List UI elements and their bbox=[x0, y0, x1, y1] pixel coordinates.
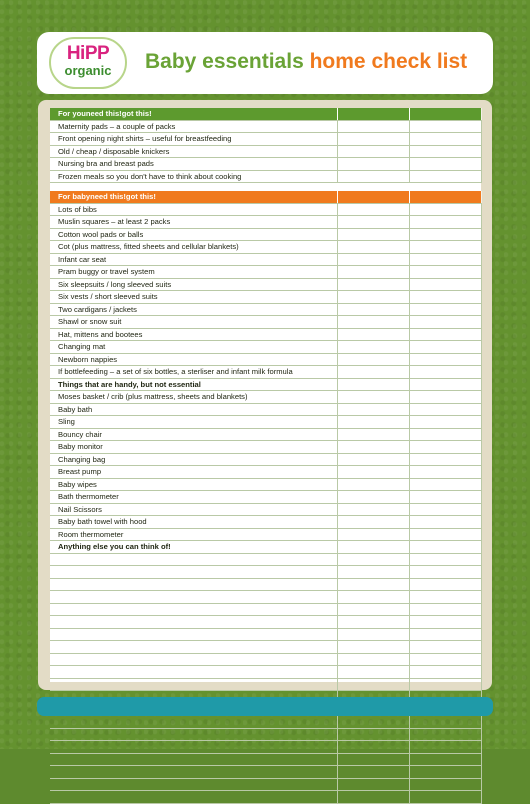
checklist-row bbox=[50, 766, 481, 779]
need-this-checkbox[interactable] bbox=[337, 328, 409, 341]
need-this-checkbox[interactable] bbox=[337, 353, 409, 366]
got-this-checkbox[interactable] bbox=[409, 603, 481, 616]
header-panel bbox=[37, 32, 493, 94]
need-this-checkbox[interactable] bbox=[337, 528, 409, 541]
section-heading-row bbox=[50, 108, 481, 120]
got-this-checkbox[interactable] bbox=[409, 503, 481, 516]
got-this-checkbox[interactable] bbox=[409, 616, 481, 629]
need-this-checkbox[interactable] bbox=[337, 753, 409, 766]
need-column-cell bbox=[337, 378, 409, 391]
need-this-checkbox[interactable] bbox=[337, 133, 409, 146]
got-this-checkbox[interactable] bbox=[409, 241, 481, 254]
checklist-row bbox=[50, 145, 481, 158]
need-this-checkbox[interactable] bbox=[337, 603, 409, 616]
checklist-row bbox=[50, 170, 481, 183]
section-heading: Things that are handy, but not essential bbox=[50, 378, 337, 391]
got-this-checkbox[interactable] bbox=[409, 653, 481, 666]
checklist-row bbox=[50, 158, 481, 171]
checklist-item-label: Bath thermometer bbox=[50, 491, 337, 504]
need-this-checkbox[interactable] bbox=[337, 503, 409, 516]
need-this-checkbox[interactable] bbox=[337, 241, 409, 254]
need-this-checkbox[interactable] bbox=[337, 303, 409, 316]
section-heading-row bbox=[50, 191, 481, 203]
checklist-row bbox=[50, 328, 481, 341]
got-this-checkbox[interactable] bbox=[409, 641, 481, 654]
checklist-row bbox=[50, 553, 481, 566]
checklist-item-label: Infant car seat bbox=[50, 253, 337, 266]
checklist-item-label: Baby monitor bbox=[50, 441, 337, 454]
checklist-item-label: Cotton wool pads or balls bbox=[50, 228, 337, 241]
got-this-checkbox[interactable] bbox=[409, 133, 481, 146]
need-this-checkbox[interactable] bbox=[337, 266, 409, 279]
checklist-item-label[interactable] bbox=[50, 778, 337, 791]
checklist-item-label[interactable] bbox=[50, 753, 337, 766]
got-this-checkbox[interactable] bbox=[409, 766, 481, 779]
got-this-checkbox[interactable] bbox=[409, 741, 481, 754]
section-heading: Anything else you can think of! bbox=[50, 541, 337, 554]
need-this-checkbox[interactable] bbox=[337, 278, 409, 291]
checklist-row bbox=[50, 503, 481, 516]
checklist-row bbox=[50, 666, 481, 679]
checklist-row bbox=[50, 478, 481, 491]
checklist-item-label: Hat, mittens and bootees bbox=[50, 328, 337, 341]
need-this-checkbox[interactable] bbox=[337, 728, 409, 741]
got-this-checkbox[interactable] bbox=[409, 791, 481, 804]
checklist-row bbox=[50, 466, 481, 479]
checklist-item-label[interactable] bbox=[50, 603, 337, 616]
got-this-checkbox[interactable] bbox=[409, 778, 481, 791]
logo-hipp-text: HiPP bbox=[66, 43, 110, 64]
checklist-row bbox=[50, 653, 481, 666]
got-this-checkbox[interactable] bbox=[409, 403, 481, 416]
checklist-row bbox=[50, 133, 481, 146]
need-this-checkbox[interactable] bbox=[337, 453, 409, 466]
need-this-checkbox[interactable] bbox=[337, 616, 409, 629]
need-this-checkbox[interactable] bbox=[337, 366, 409, 379]
need-this-checkbox[interactable] bbox=[337, 466, 409, 479]
need-this-checkbox[interactable] bbox=[337, 228, 409, 241]
got-this-checkbox[interactable] bbox=[409, 478, 481, 491]
logo-organic-text: organic bbox=[64, 63, 112, 78]
checklist-item-label: Front opening night shirts – useful for breastfeeding bbox=[50, 133, 337, 146]
checklist-row bbox=[50, 391, 481, 404]
checklist-row bbox=[50, 428, 481, 441]
checklist-item-label[interactable] bbox=[50, 741, 337, 754]
section-heading: For youneed this!got this! bbox=[50, 108, 337, 120]
checklist-row bbox=[50, 253, 481, 266]
checklist-item-label[interactable] bbox=[50, 791, 337, 804]
checklist-row bbox=[50, 491, 481, 504]
checklist-item-label: Lots of bibs bbox=[50, 203, 337, 216]
got-this-checkbox[interactable] bbox=[409, 316, 481, 329]
need-this-checkbox[interactable] bbox=[337, 216, 409, 229]
checklist-item-label: Room thermometer bbox=[50, 528, 337, 541]
got-this-checkbox[interactable] bbox=[409, 428, 481, 441]
checklist-row bbox=[50, 716, 481, 729]
need-this-checkbox[interactable] bbox=[337, 741, 409, 754]
checklist-item-label[interactable] bbox=[50, 566, 337, 579]
need-this-checkbox[interactable] bbox=[337, 578, 409, 591]
got-this-checkbox[interactable] bbox=[409, 416, 481, 429]
checklist-item-label[interactable] bbox=[50, 766, 337, 779]
checklist-item-label[interactable] bbox=[50, 553, 337, 566]
checklist-row bbox=[50, 728, 481, 741]
checklist-row bbox=[50, 628, 481, 641]
checklist-row bbox=[50, 453, 481, 466]
checklist-item-label[interactable] bbox=[50, 628, 337, 641]
checklist-row bbox=[50, 341, 481, 354]
checklist-item-label[interactable] bbox=[50, 641, 337, 654]
checklist-row bbox=[50, 216, 481, 229]
checklist-row bbox=[50, 566, 481, 579]
checklist-item-label[interactable] bbox=[50, 678, 337, 691]
got-this-checkbox[interactable] bbox=[409, 303, 481, 316]
need-this-checkbox[interactable] bbox=[337, 428, 409, 441]
got-column-cell bbox=[409, 108, 481, 120]
checklist-row bbox=[50, 353, 481, 366]
need-this-checkbox[interactable] bbox=[337, 416, 409, 429]
checklist-item-label: Sling bbox=[50, 416, 337, 429]
need-this-checkbox[interactable] bbox=[337, 120, 409, 133]
checklist-item-label: Frozen meals so you don't have to think about cooking bbox=[50, 170, 337, 183]
checklist-row bbox=[50, 203, 481, 216]
need-this-checkbox[interactable] bbox=[337, 791, 409, 804]
got-this-checkbox[interactable] bbox=[409, 203, 481, 216]
checklist-row bbox=[50, 291, 481, 304]
checklist-row bbox=[50, 641, 481, 654]
footer-bar bbox=[37, 697, 493, 716]
checklist-item-label: Maternity pads – a couple of packs bbox=[50, 120, 337, 133]
need-this-checkbox[interactable] bbox=[337, 203, 409, 216]
checklist-item-label: Breast pump bbox=[50, 466, 337, 479]
got-this-checkbox[interactable] bbox=[409, 466, 481, 479]
need-this-checkbox[interactable] bbox=[337, 341, 409, 354]
checklist-item-label: Changing mat bbox=[50, 341, 337, 354]
got-column-cell bbox=[409, 541, 481, 554]
got-this-checkbox[interactable] bbox=[409, 716, 481, 729]
need-column-cell bbox=[337, 191, 409, 203]
got-this-checkbox[interactable] bbox=[409, 391, 481, 404]
checklist-item-label[interactable] bbox=[50, 728, 337, 741]
got-this-checkbox[interactable] bbox=[409, 491, 481, 504]
got-this-checkbox[interactable] bbox=[409, 666, 481, 679]
checklist-row bbox=[50, 578, 481, 591]
checklist-item-label: Bouncy chair bbox=[50, 428, 337, 441]
need-this-checkbox[interactable] bbox=[337, 441, 409, 454]
checklist-row bbox=[50, 303, 481, 316]
got-this-checkbox[interactable] bbox=[409, 516, 481, 529]
got-column-cell bbox=[409, 191, 481, 203]
need-this-checkbox[interactable] bbox=[337, 145, 409, 158]
checklist-item-label[interactable] bbox=[50, 616, 337, 629]
section-heading-row bbox=[50, 541, 481, 554]
checklist-item-label: Cot (plus mattress, fitted sheets and cellular blankets) bbox=[50, 241, 337, 254]
need-this-checkbox[interactable] bbox=[337, 253, 409, 266]
checklist-row bbox=[50, 591, 481, 604]
need-this-checkbox[interactable] bbox=[337, 478, 409, 491]
need-column-cell bbox=[337, 108, 409, 120]
checklist-row bbox=[50, 316, 481, 329]
need-this-checkbox[interactable] bbox=[337, 516, 409, 529]
checklist-item-label[interactable] bbox=[50, 666, 337, 679]
checklist-row bbox=[50, 791, 481, 804]
checklist-item-label[interactable] bbox=[50, 578, 337, 591]
need-this-checkbox[interactable] bbox=[337, 158, 409, 171]
checklist-item-label: Six sleepsuits / long sleeved suits bbox=[50, 278, 337, 291]
checklist-row bbox=[50, 228, 481, 241]
got-column-cell bbox=[409, 378, 481, 391]
checklist-item-label: Baby bath towel with hood bbox=[50, 516, 337, 529]
checklist-row bbox=[50, 603, 481, 616]
checklist-row bbox=[50, 441, 481, 454]
got-this-checkbox[interactable] bbox=[409, 453, 481, 466]
checklist-row bbox=[50, 416, 481, 429]
got-this-checkbox[interactable] bbox=[409, 728, 481, 741]
checklist-item-label[interactable] bbox=[50, 653, 337, 666]
got-this-checkbox[interactable] bbox=[409, 441, 481, 454]
need-this-checkbox[interactable] bbox=[337, 566, 409, 579]
checklist-item-label: Muslin squares – at least 2 packs bbox=[50, 216, 337, 229]
got-this-checkbox[interactable] bbox=[409, 170, 481, 183]
checklist-item-label: Nursing bra and breast pads bbox=[50, 158, 337, 171]
checklist-row bbox=[50, 516, 481, 529]
title-part-1: Baby essentials bbox=[145, 50, 304, 73]
need-column-cell bbox=[337, 541, 409, 554]
checklist-sheet bbox=[50, 108, 481, 682]
got-this-checkbox[interactable] bbox=[409, 278, 481, 291]
checklist-row bbox=[50, 778, 481, 791]
got-this-checkbox[interactable] bbox=[409, 228, 481, 241]
checklist-panel bbox=[38, 100, 492, 690]
need-this-checkbox[interactable] bbox=[337, 653, 409, 666]
need-this-checkbox[interactable] bbox=[337, 716, 409, 729]
got-this-checkbox[interactable] bbox=[409, 578, 481, 591]
checklist-item-label: Six vests / short sleeved suits bbox=[50, 291, 337, 304]
checklist-item-label: Two cardigans / jackets bbox=[50, 303, 337, 316]
got-this-checkbox[interactable] bbox=[409, 341, 481, 354]
checklist-item-label: Shawl or snow suit bbox=[50, 316, 337, 329]
checklist-row bbox=[50, 278, 481, 291]
got-this-checkbox[interactable] bbox=[409, 591, 481, 604]
checklist-item-label: Old / cheap / disposable knickers bbox=[50, 145, 337, 158]
got-this-checkbox[interactable] bbox=[409, 158, 481, 171]
checklist-row bbox=[50, 528, 481, 541]
got-this-checkbox[interactable] bbox=[409, 145, 481, 158]
got-this-checkbox[interactable] bbox=[409, 120, 481, 133]
section-heading: For babyneed this!got this! bbox=[50, 191, 337, 203]
section-spacer bbox=[50, 183, 481, 192]
got-this-checkbox[interactable] bbox=[409, 353, 481, 366]
checklist-item-label: Pram buggy or travel system bbox=[50, 266, 337, 279]
checklist-row bbox=[50, 753, 481, 766]
got-this-checkbox[interactable] bbox=[409, 216, 481, 229]
hipp-organic-logo bbox=[49, 37, 127, 89]
got-this-checkbox[interactable] bbox=[409, 328, 481, 341]
need-this-checkbox[interactable] bbox=[337, 778, 409, 791]
checklist-row bbox=[50, 266, 481, 279]
need-this-checkbox[interactable] bbox=[337, 641, 409, 654]
checklist-item-label: Nail Scissors bbox=[50, 503, 337, 516]
title-part-2: home check list bbox=[309, 50, 468, 73]
page-title bbox=[145, 50, 467, 74]
need-this-checkbox[interactable] bbox=[337, 666, 409, 679]
checklist-item-label: Baby wipes bbox=[50, 478, 337, 491]
checklist-item-label: Baby bath bbox=[50, 403, 337, 416]
checklist-row bbox=[50, 120, 481, 133]
got-this-checkbox[interactable] bbox=[409, 266, 481, 279]
need-this-checkbox[interactable] bbox=[337, 170, 409, 183]
need-this-checkbox[interactable] bbox=[337, 291, 409, 304]
got-this-checkbox[interactable] bbox=[409, 753, 481, 766]
checklist-row bbox=[50, 366, 481, 379]
checklist-item-label: Moses basket / crib (plus mattress, sheets and blankets) bbox=[50, 391, 337, 404]
checklist-item-label[interactable] bbox=[50, 716, 337, 729]
need-this-checkbox[interactable] bbox=[337, 316, 409, 329]
checklist-row bbox=[50, 741, 481, 754]
checklist-row bbox=[50, 678, 481, 691]
checklist-row bbox=[50, 241, 481, 254]
need-this-checkbox[interactable] bbox=[337, 628, 409, 641]
checklist-item-label: Changing bag bbox=[50, 453, 337, 466]
got-this-checkbox[interactable] bbox=[409, 366, 481, 379]
got-this-checkbox[interactable] bbox=[409, 678, 481, 691]
need-this-checkbox[interactable] bbox=[337, 391, 409, 404]
need-this-checkbox[interactable] bbox=[337, 553, 409, 566]
need-this-checkbox[interactable] bbox=[337, 678, 409, 691]
got-this-checkbox[interactable] bbox=[409, 553, 481, 566]
checklist-item-label[interactable] bbox=[50, 591, 337, 604]
checklist-item-label: If bottlefeeding – a set of six bottles, a sterliser and infant milk formula bbox=[50, 366, 337, 379]
got-this-checkbox[interactable] bbox=[409, 566, 481, 579]
checklist-row bbox=[50, 616, 481, 629]
need-this-checkbox[interactable] bbox=[337, 403, 409, 416]
need-this-checkbox[interactable] bbox=[337, 766, 409, 779]
checklist-row bbox=[50, 403, 481, 416]
got-this-checkbox[interactable] bbox=[409, 528, 481, 541]
checklist-item-label: Newborn nappies bbox=[50, 353, 337, 366]
need-this-checkbox[interactable] bbox=[337, 491, 409, 504]
got-this-checkbox[interactable] bbox=[409, 253, 481, 266]
got-this-checkbox[interactable] bbox=[409, 291, 481, 304]
need-this-checkbox[interactable] bbox=[337, 591, 409, 604]
section-heading-row bbox=[50, 378, 481, 391]
got-this-checkbox[interactable] bbox=[409, 628, 481, 641]
